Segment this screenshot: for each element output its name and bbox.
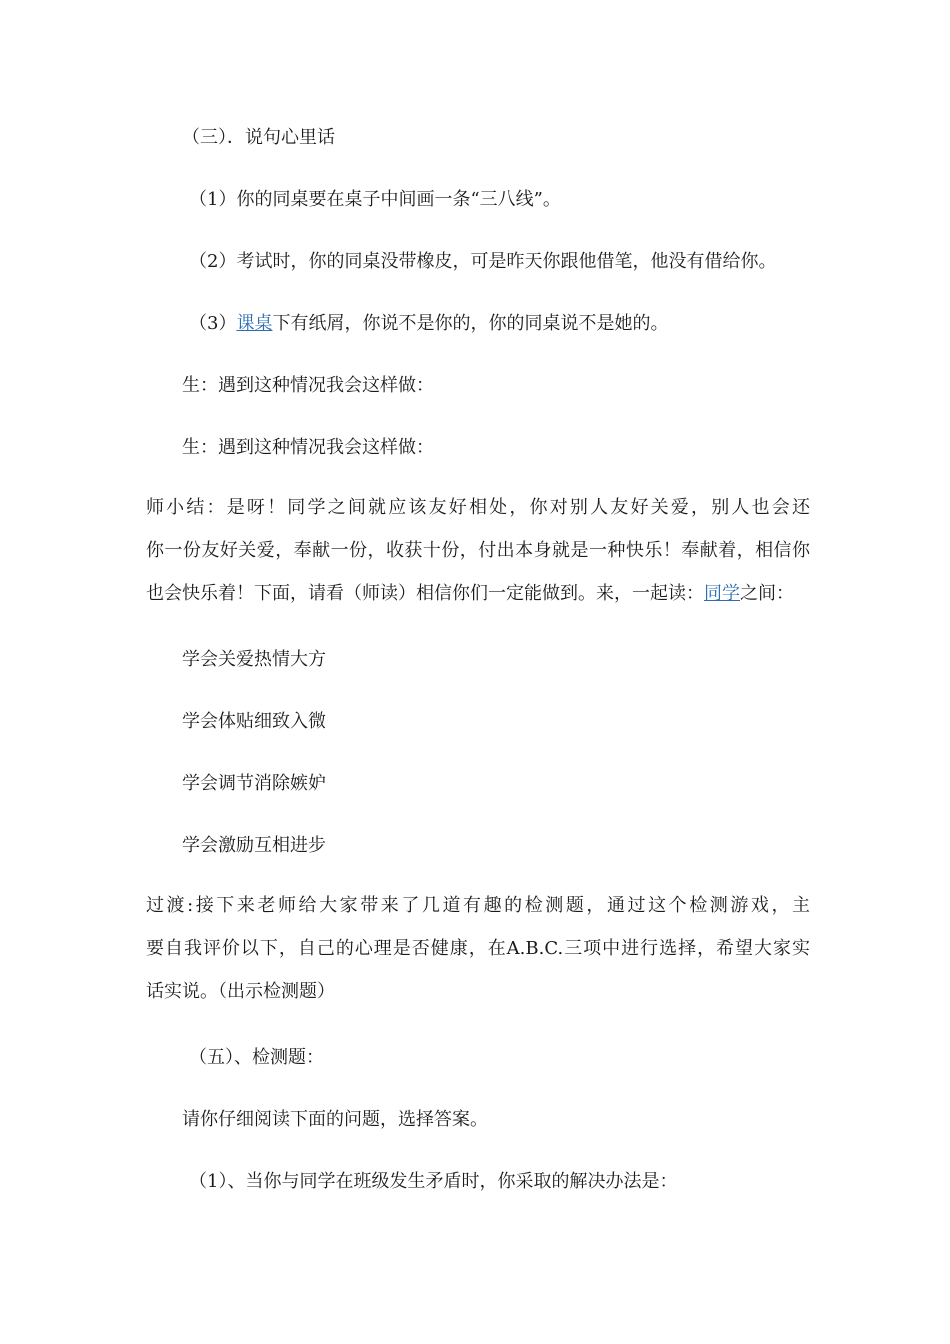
section-heading-3: （三）．说句心里话	[182, 127, 335, 148]
desk-link[interactable]: 课桌	[236, 313, 273, 334]
teacher-summary-paragraph	[146, 486, 810, 615]
summary-line-1: 师小结：是呀！同学之间就应该友好相处，你对别人友好关爱，别人也会还	[146, 497, 810, 518]
learn-item-4: 学会激励互相进步	[182, 835, 326, 856]
question-1: （1）、当你与同学在班级发生矛盾时，你采取的解决办法是：	[189, 1171, 678, 1192]
learn-item-3: 学会调节消除嫉妒	[182, 773, 326, 794]
summary-line-2: 你一份友好关爱，奉献一份，收获十份，付出本身就是一种快乐！奉献着，相信你	[146, 540, 810, 561]
section-heading-5: （五）、检测题：	[189, 1047, 324, 1068]
student-response-1: 生：遇到这种情况我会这样做：	[182, 375, 434, 396]
transition-line-2: 要自我评价以下，自己的心理是否健康，在A.B.C.三项中进行选择，希望大家实	[146, 938, 810, 959]
summary-line-3-end: 之间：	[740, 583, 794, 604]
learn-item-2: 学会体贴细致入微	[182, 711, 326, 732]
classmate-link[interactable]: 同学	[704, 583, 740, 604]
scenario-item-3-rest: 下有纸屑，你说不是你的，你的同桌说不是她的。	[272, 313, 669, 334]
transition-line-1: 过渡:接下来老师给大家带来了几道有趣的检测题，通过这个检测游戏，主	[146, 895, 810, 916]
transition-line-3: 话实说。（出示检测题）	[146, 981, 335, 1002]
student-response-2: 生：遇到这种情况我会这样做：	[182, 437, 434, 458]
summary-line-3-text: 也会快乐着！下面，请看（师读）相信你们一定能做到。来，一起读：	[146, 583, 704, 604]
learn-item-1: 学会关爱热情大方	[182, 649, 326, 670]
scenario-item-3	[189, 312, 819, 336]
transition-paragraph	[146, 884, 810, 1013]
scenario-item-1: （1）你的同桌要在桌子中间画一条“三八线”。	[189, 189, 561, 210]
scenario-item-3-prefix: （3）	[189, 313, 237, 334]
scenario-item-2: （2）考试时，你的同桌没带橡皮，可是昨天你跟他借笔，他没有借给你。	[189, 251, 777, 272]
instruction-text: 请你仔细阅读下面的问题，选择答案。	[182, 1109, 488, 1130]
summary-line-3	[146, 572, 810, 615]
